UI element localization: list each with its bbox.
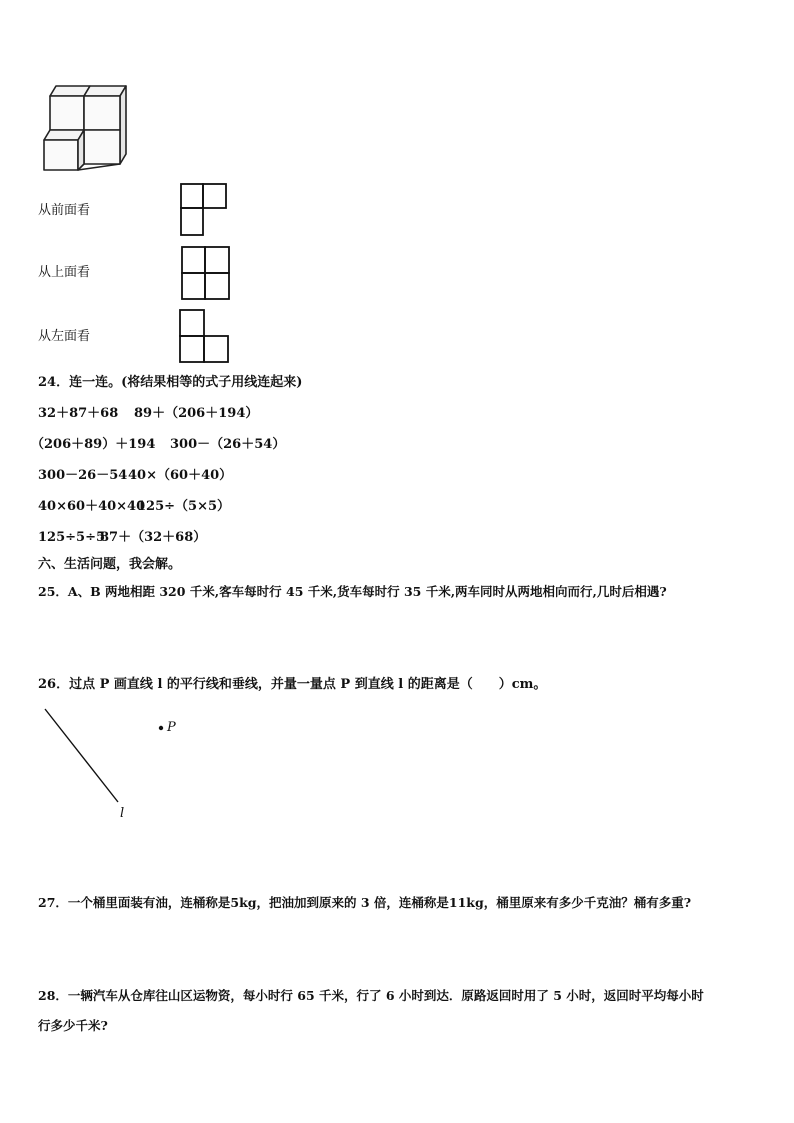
q24-row-5-right: 87＋（32＋68） [100, 530, 207, 545]
q27-text: 27．一个桶里面装有油，连桶称是5kg，把油加到原来的 3 倍，连桶称是11kg，桶里原来有多少千克油？桶有多重? [38, 895, 692, 910]
q25-text: 25．A、B 两地相距 320 千米,客车每时行 45 千米,货车每时行 35 千米,两车同时从两地相向而行,几时后相遇? [38, 584, 667, 599]
left-view-label: 从左面看 [38, 329, 91, 344]
point-p-label: P [167, 720, 176, 735]
q26-text: 26．过点 P 画直线 l 的平行线和垂线，并量一量点 P 到直线 l 的距离是（ ）cm。 [38, 677, 547, 692]
cube-figure [38, 82, 138, 177]
section-6-title: 六、生活问题，我会解。 [38, 557, 182, 572]
front-view-figure [180, 183, 230, 238]
q24-row-4-left: 40×60＋40×40 [38, 499, 146, 514]
q24-row-1-left: 32＋87＋68 [38, 406, 119, 421]
q24-row-3-right: 40×（60＋40） [128, 468, 233, 483]
q24-row-5-left: 125÷5÷5 [38, 530, 106, 545]
q24-row-1-right: 89＋（206＋194） [134, 406, 259, 421]
q24-row-3-left: 300－26－54 [38, 468, 128, 483]
top-view-figure [181, 246, 233, 302]
top-view-label: 从上面看 [38, 265, 91, 280]
q24-row-2-right: 300－（26＋54） [170, 437, 286, 452]
q24-row-2-left: （206＋89）＋194 [31, 437, 156, 452]
line-l [45, 709, 118, 802]
point-p [159, 726, 163, 730]
line-l-label: l [120, 806, 125, 821]
q24-row-4-right: 125÷（5×5） [137, 499, 231, 514]
q24-title: 24．连一连。(将结果相等的式子用线连起来) [38, 375, 303, 390]
left-view-figure [179, 309, 231, 365]
q28-line-2: 行多少千米? [38, 1018, 108, 1033]
front-view-label: 从前面看 [38, 203, 91, 218]
q28-line-1: 28．一辆汽车从仓库往山区运物资，每小时行 65 千米，行了 6 小时到达．原路返回时用了 5 小时，返回时平均每小时 [38, 988, 704, 1003]
